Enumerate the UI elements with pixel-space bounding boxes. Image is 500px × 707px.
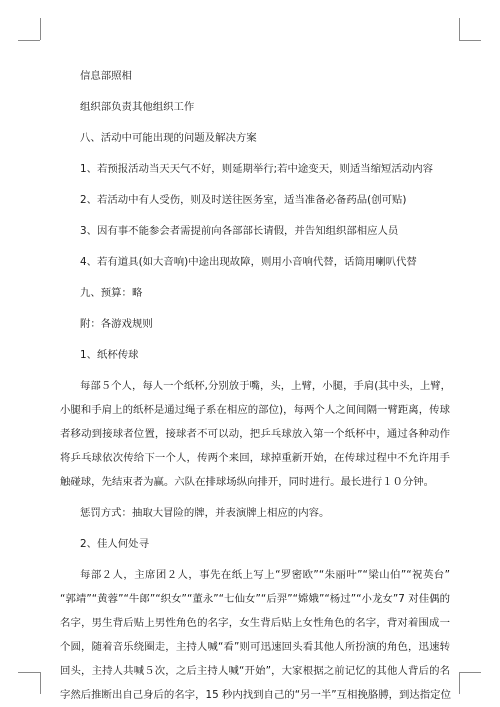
paragraph-line: 回头，主持人共喊５次，之后主持人喊“开始”，大家根据之前记忆的其他人背后的名	[60, 665, 450, 677]
subsection-heading: 2、佳人何处寻	[80, 538, 149, 550]
rules-paragraph-2	[60, 565, 450, 705]
paragraph-line: 将乒乓球依次传给下一个人，传两个来回，球掉重新开始，在传球过程中不允许用手	[60, 452, 450, 464]
paragraph-line: 个圆，随着音乐绕圈走，主持人喊“看”则可迅速回头看其他人所扮演的角色，迅速转	[60, 641, 450, 653]
text-line: 组织部负责其他组织工作	[80, 101, 195, 113]
crop-mark-top-right-horizontal	[459, 40, 481, 41]
section-heading: 附：各游戏规则	[80, 318, 153, 330]
crop-mark-bottom-left-horizontal	[18, 672, 40, 673]
list-item: 3、因有事不能参会者需提前向各部部长请假，并告知组织部相应人员	[80, 225, 399, 237]
paragraph-line: 字然后推断出自己身后的名字，15 秒内找到自己的“另一半”互相挽胳膊，到达指定位	[60, 689, 451, 701]
list-item: 4、若有道具(如大音响)中途出现故障，则用小音响代替，话筒用喇叭代替	[80, 256, 417, 268]
paragraph-line: 每部５个人，每人一个纸杯,分别放于嘴，头，上臂，小腿，手肩(其中头，上臂，	[80, 380, 452, 392]
subsection-heading: 1、纸杯传球	[80, 349, 139, 361]
crop-mark-top-left-vertical	[40, 18, 41, 40]
paragraph-line: 小腿和手肩上的纸杯是通过绳子系在相应的部位)，每两个人之间间隔一臂距离，传球	[60, 404, 450, 416]
paragraph-line: “郭靖”“黄蓉”“牛郎”“织女”“董永”“七仙女”“后羿”“嫦娥”“杨过”“小龙女”7 对佳偶的	[60, 593, 450, 605]
rules-paragraph-1	[60, 376, 450, 492]
paragraph-line: 触碰球，先结束者为赢。六队在排球场纵向排开，同时进行。最长进行１０分钟。	[60, 476, 435, 488]
crop-mark-bottom-right-vertical	[459, 672, 460, 694]
document-body	[60, 66, 450, 705]
section-heading: 九、预算：略	[80, 287, 143, 299]
paragraph-line: 每部２人，主席团２人，事先在纸上写上“罗密欧”“朱丽叶”“梁山伯”“祝英台”	[80, 569, 450, 581]
paragraph-line: 者移动到接球者位置，接球者不可以动，把乒乓球放入第一个纸杯中，通过各种动作	[60, 428, 450, 440]
crop-mark-top-right-vertical	[459, 18, 460, 40]
crop-mark-bottom-right-horizontal	[459, 672, 481, 673]
crop-mark-top-left-horizontal	[18, 40, 40, 41]
penalty-line: 惩罚方式：抽取大冒险的牌，并表演牌上相应的内容。	[80, 507, 330, 519]
section-heading: 八、活动中可能出现的问题及解决方案	[80, 132, 257, 144]
crop-mark-bottom-left-vertical	[40, 672, 41, 694]
list-item: 2、若活动中有人受伤，则及时送往医务室，适当准备必备药品(创可贴)	[80, 194, 407, 206]
text-line: 信息部照相	[80, 70, 132, 82]
paragraph-line: 名字，男生背后贴上男性角色的名字，女生背后贴上女性角色的名字，背对着围成一	[60, 617, 450, 629]
list-item: 1、若预报活动当天天气不好，则延期举行;若中途变天，则适当缩短活动内容	[80, 163, 433, 175]
